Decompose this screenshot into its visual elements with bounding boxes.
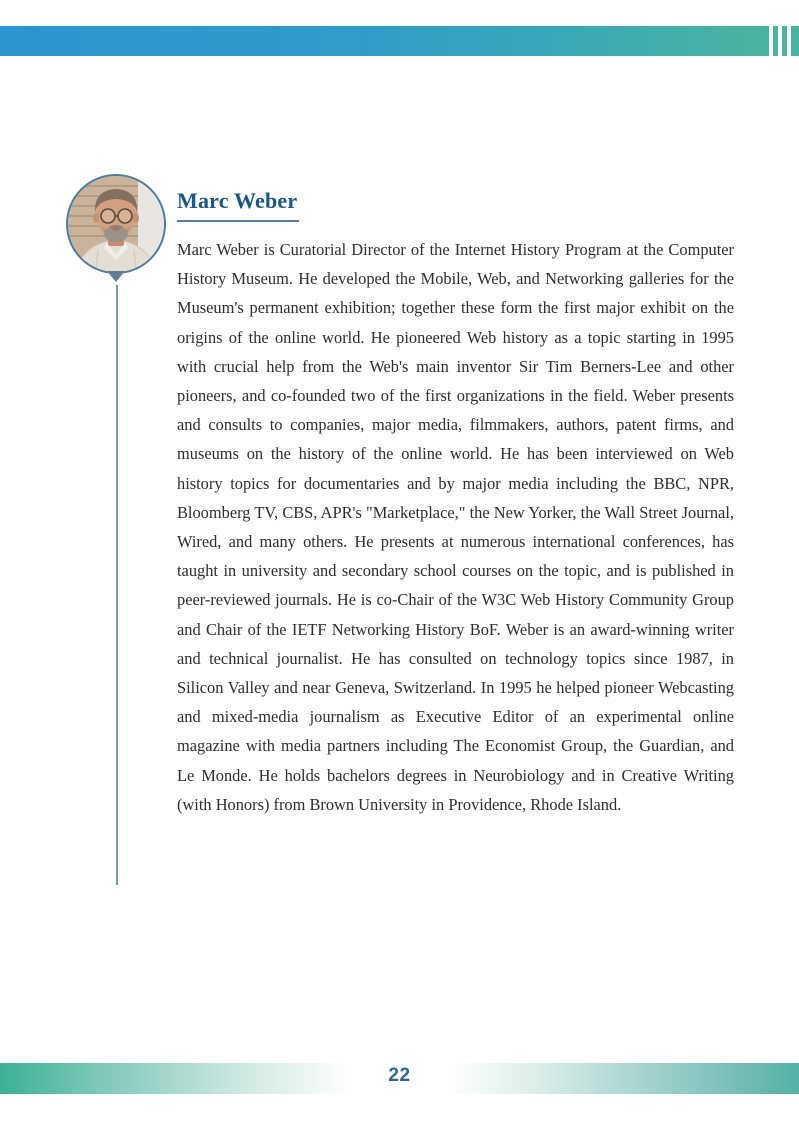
bio-section bbox=[177, 188, 734, 819]
avatar-pin bbox=[66, 174, 166, 274]
header-stripe-divider bbox=[787, 26, 791, 56]
avatar-pin-tail bbox=[107, 271, 125, 282]
avatar bbox=[66, 174, 166, 274]
speaker-bio-paragraph: Marc Weber is Curatorial Director of the Internet History Program at the Computer History Museum. He developed the Mobile, Web, and Networking galleries for the Museum's permanent exhibition; together these form the first major exhibit on the origins of the online world. He pioneered Web history as a topic starting in 1995 with crucial help from the Web's main inventor Sir Tim Berners-Lee and other pioneers, and co-founded two of the first organizations in the field. Weber presents and consults to companies, major media, filmmakers, authors, patent firms, and museums on the history of the online world. He has been interviewed on Web history topics for documentaries and by major media including the BBC, NPR, Bloomberg TV, CBS, APR's "Marketplace," the New Yorker, the Wall Street Journal, Wired, and many others. He presents at numerous international conferences, has taught in university and secondary school courses on the topic, and is published in peer-reviewed journals. He is co-Chair of the W3C Web History Community Group and Chair of the IETF Networking History BoF. Weber is an award-winning writer and technical journalist. He has consulted on technology topics since 1987, in Silicon Valley and near Geneva, Switzerland. In 1995 he helped pioneer Webcasting and mixed-media journalism as Executive Editor of an experimental online magazine with media partners including The Economist Group, the Guardian, and Le Monde. He holds bachelors degrees in Neurobiology and in Creative Writing (with Honors) from Brown University in Providence, Rhode Island. bbox=[177, 240, 734, 814]
portrait-photo bbox=[68, 176, 164, 272]
header-stripe-divider bbox=[778, 26, 782, 56]
page-number: 22 bbox=[388, 1065, 411, 1086]
header-gradient-bar bbox=[0, 26, 799, 56]
speaker-name-heading: Marc Weber bbox=[177, 188, 299, 222]
timeline-vertical-line bbox=[116, 285, 118, 885]
header-stripe-divider bbox=[769, 26, 773, 56]
